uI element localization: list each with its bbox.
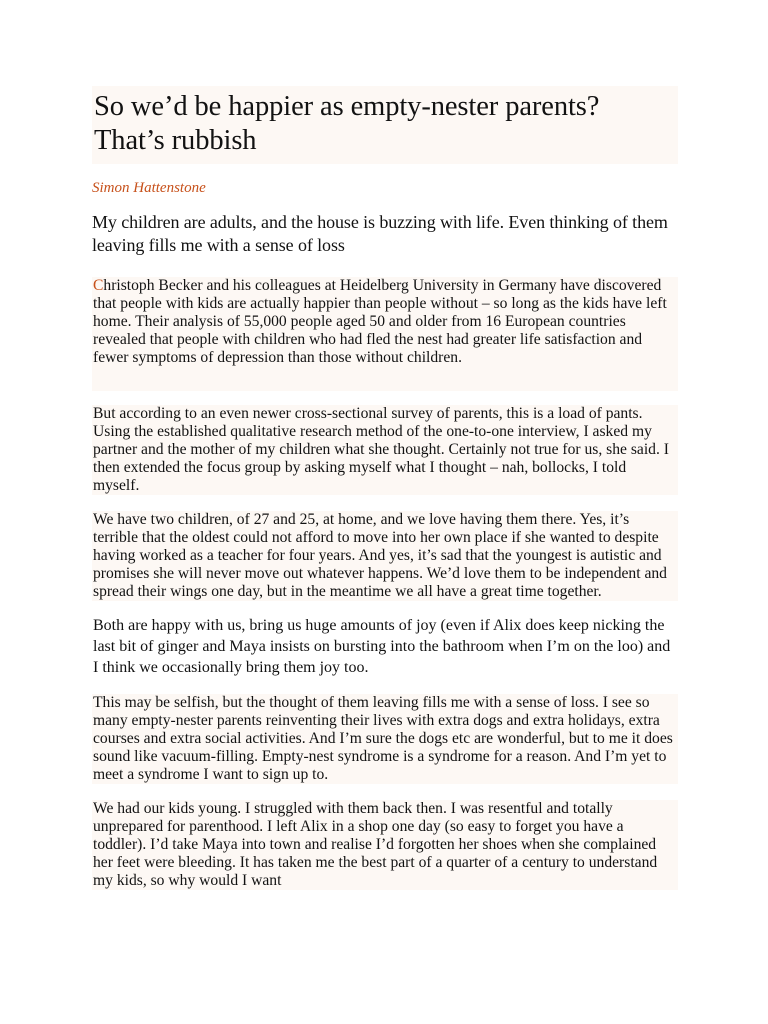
byline-author[interactable]: Simon Hattenstone <box>92 180 206 196</box>
paragraph-text: But according to an even newer cross-sectional survey of parents, this is a load of pants. Using the established qualitative research method of the one-to-one interview, I asked my partner and the mother of my children what she thought. Certainly not true for us, she said. I then extended the focus group by asking myself what I thought – nah, bollocks, I told myself. <box>93 405 669 494</box>
article-paragraph-5 <box>92 694 678 784</box>
standfirst: My children are adults, and the house is buzzing with life. Even thinking of them leaving fills me with a sense of loss <box>92 212 668 255</box>
paragraph-text: We had our kids young. I struggled with them back then. I was resentful and totally unprepared for parenthood. I left Alix in a shop one day (so easy to forget you have a toddler). I’d take Maya into town and realise I’d forgotten her shoes when she complained her feet were bleeding. It has taken me the best part of a quarter of a century to understand my kids, so why would I want <box>93 800 658 889</box>
article-paragraph-4 <box>92 615 678 678</box>
paragraph-body: hristoph Becker and his colleagues at Heidelberg University in Germany have discovered that people with kids are actually happier than people without – so long as the kids have left home. Their analysis of 55,000 people aged 50 and older from 16 European countries revealed that people with children who had fled the nest had greater life satisfaction and fewer symptoms of depression than those without children. <box>93 277 667 366</box>
article <box>92 86 678 890</box>
article-paragraph-6 <box>92 800 678 890</box>
paragraph-text: This may be selfish, but the thought of them leaving fills me with a sense of loss. I see so many empty-nester parents reinventing their lives with extra dogs and extra holidays, extra courses and extra social activities. And I’m sure the dogs etc are wonderful, but to me it does sound like vacuum-filling. Empty-nest syndrome is a syndrome for a reason. And I’m yet to meet a syndrome I want to sign up to. <box>93 694 673 783</box>
article-paragraph-2 <box>92 405 678 495</box>
paragraph-text: Both are happy with us, bring us huge amounts of joy (even if Alix does keep nicking the last bit of ginger and Maya insists on bursting into the bathroom when I’m on the loo) and I think we occasionally bring them joy too. <box>93 617 671 676</box>
article-paragraph-3 <box>92 511 678 601</box>
drop-cap: C <box>93 277 104 294</box>
paragraph-text <box>93 277 674 367</box>
paragraph-text: We have two children, of 27 and 25, at home, and we love having them there. Yes, it’s terrible that the oldest could not afford to move into her own place if she wanted to despite having worked as a teacher for four years. And yes, it’s sad that the youngest is autistic and promises she will never move out whatever happens. We’d love them to be independent and spread their wings one day, but in the meantime we all have a great time together. <box>93 511 667 600</box>
headline: So we’d be happier as empty-nester parents? That’s rubbish <box>94 91 600 156</box>
headline-box <box>92 86 678 164</box>
article-paragraph-1 <box>92 277 678 391</box>
